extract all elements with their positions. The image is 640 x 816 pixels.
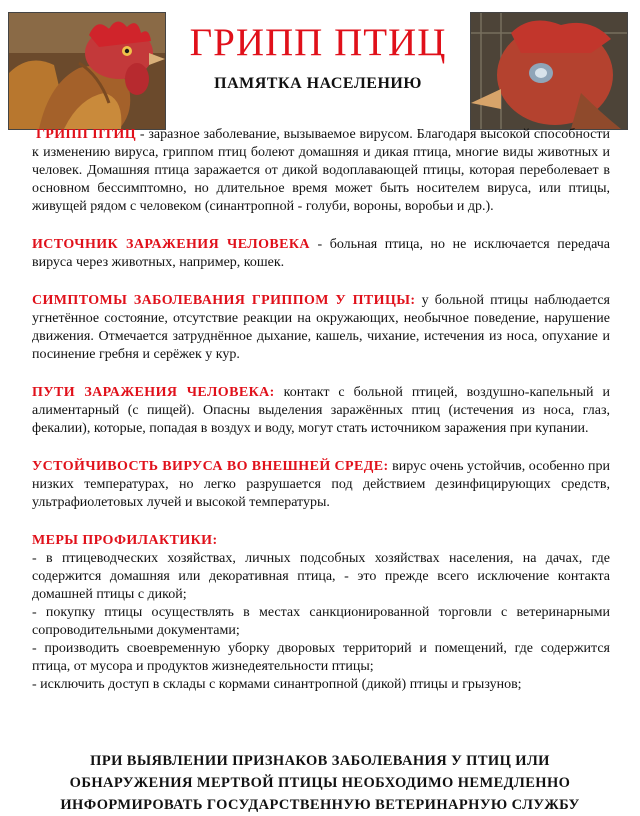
footer-warning [20, 750, 620, 816]
section-text: вирус очень устойчив, особенно при низких температурах, но легко разрушается под действием дезинфицирующих средств, ультрафиолетовых лучей и высокой температуры. [32, 459, 610, 510]
prevention-item: - в птицеводческих хозяйствах, личных подсобных хозяйствах населения, на дачах, где содержится домашняя или декоративная птица, - это прежде всего исключение контакта домашней птицы с дикой; [32, 551, 610, 602]
intro-text: - заразное заболевание, вызываемое вирусом. Благодаря высокой способности к изменению вируса, гриппом птиц болеют домашняя и дикая птица, многие виды животных и человек. Домашняя птица заражается от дикой водоплавающей птицы, которая переболевает в основном бессимптомно, но длительное время может быть носителем вируса, или птицы, живущей рядом с человеком (синантропной - голуби, вороны, воробьи и др.). [32, 127, 610, 214]
section-text: контакт с больной птицей, воздушно-капельный и алиментарный (с пищей). Опасны выделения заражённых птиц (истечения из носа, глаз, фекалии), которые, попадая в воздух и воду, могут стать источником заражения при купании. [32, 385, 610, 436]
prevention-item: - производить своевременную уборку дворовых территорий и помещений, где содержится птица, от мусора и продуктов жизнедеятельности птицы; [32, 641, 610, 674]
section-heading: ПУТИ ЗАРАЖЕНИЯ ЧЕЛОВЕКА: [32, 385, 275, 400]
intro-paragraph [32, 126, 610, 216]
section-text: у больной птицы наблюдается угнетённое состояние, отсутствие реакции на окружающих, необычное поведение, нарушение движения. Отмечается затруднённое дыхание, кашель, чихание, истечения из носа, опухание и посинение гребня и серёжек у кур. [32, 293, 610, 362]
prevention-heading: МЕРЫ ПРОФИЛАКТИКИ: [32, 533, 218, 548]
prevention-item: - покупку птицы осуществлять в местах санкционированной торговли с ветеринарными сопроводительными документами; [32, 605, 610, 638]
section-symptoms [32, 292, 610, 364]
rooster-head-image [9, 13, 165, 129]
page-title: ГРИПП ПТИЦ [189, 21, 447, 64]
rooster-photo [8, 12, 166, 130]
section-resistance [32, 458, 610, 512]
section-heading: СИМПТОМЫ ЗАБОЛЕВАНИЯ ГРИППОМ У ПТИЦЫ: [32, 293, 416, 308]
sick-chicken-photo [470, 12, 628, 130]
leaflet-content [32, 126, 610, 694]
footer-line: ПРИ ВЫЯВЛЕНИИ ПРИЗНАКОВ ЗАБОЛЕВАНИЯ У ПТИЦ ИЛИ [90, 753, 550, 769]
section-text: - больная птица, но не исключается передача вируса через животных, например, кошек. [32, 237, 610, 270]
prevention-item: - исключить доступ в склады с кормами синантропной (дикой) птицы и грызунов; [32, 677, 522, 692]
section-heading: УСТОЙЧИВОСТЬ ВИРУСА ВО ВНЕШНЕЙ СРЕДЕ: [32, 459, 389, 474]
section-heading: ИСТОЧНИК ЗАРАЖЕНИЯ ЧЕЛОВЕКА [32, 237, 310, 252]
section-transmission [32, 384, 610, 438]
intro-term: ГРИПП ПТИЦ [36, 127, 136, 142]
page-subtitle: ПАМЯТКА НАСЕЛЕНИЮ [214, 75, 422, 92]
footer-line: ИНФОРМИРОВАТЬ ГОСУДАРСТВЕННУЮ ВЕТЕРИНАРНУЮ СЛУЖБУ [60, 797, 580, 813]
prevention-section [32, 532, 610, 694]
footer-line: ОБНАРУЖЕНИЯ МЕРТВОЙ ПТИЦЫ НЕОБХОДИМО НЕМЕДЛЕННО [69, 775, 571, 791]
section-source [32, 236, 610, 272]
sick-chicken-head-image [471, 13, 627, 129]
